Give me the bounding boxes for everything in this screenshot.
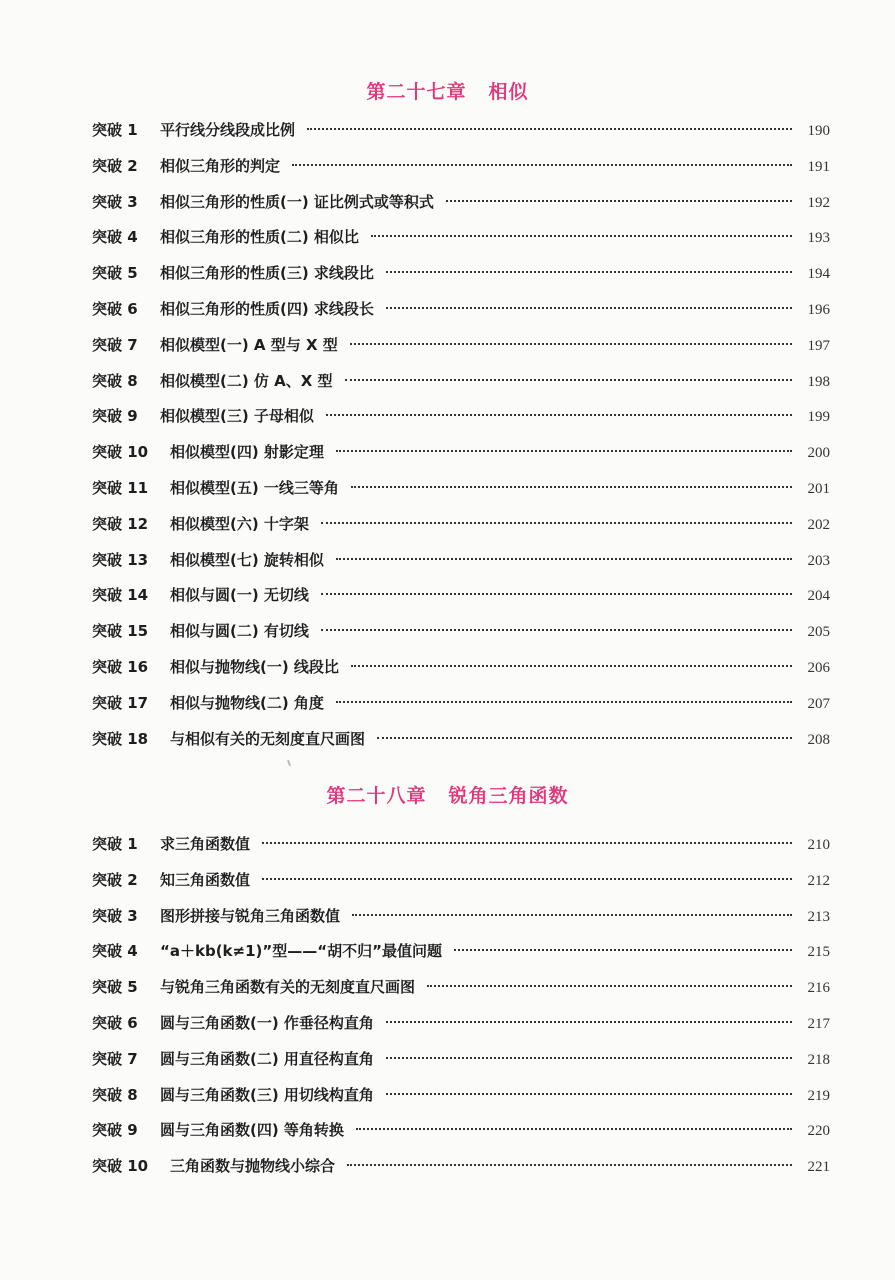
entry-label: 突破 18	[92, 729, 149, 748]
entry-page-number: 198	[807, 373, 830, 390]
toc-entry[interactable]	[92, 650, 830, 686]
toc-entry[interactable]	[92, 614, 830, 650]
toc-entry[interactable]	[92, 364, 830, 400]
entry-label: 突破 2	[92, 870, 138, 889]
entry-title: 相似三角形的性质(二) 相似比	[160, 228, 359, 247]
entry-label: 突破 11	[92, 478, 149, 497]
entry-label: 突破 14	[92, 586, 149, 605]
entry-label: 突破 4	[92, 942, 138, 961]
entry-title: 相似与抛物线(一) 线段比	[170, 657, 339, 676]
entry-label: 突破 6	[92, 299, 138, 318]
toc-entry[interactable]	[92, 578, 830, 614]
dot-leader	[321, 593, 792, 595]
entry-page-number: 217	[807, 1015, 830, 1032]
entry-label: 突破 9	[92, 407, 138, 426]
entry-title: 相似与圆(二) 有切线	[170, 622, 309, 641]
entry-label: 突破 5	[92, 264, 138, 283]
entry-label: 突破 9	[92, 1121, 138, 1140]
dot-leader	[262, 878, 792, 880]
entry-page-number: 190	[807, 123, 830, 139]
dot-leader	[292, 164, 792, 166]
entry-page-number: 199	[807, 409, 830, 426]
entry-page-number: 201	[807, 480, 830, 497]
entry-label: 突破 1	[92, 121, 138, 139]
chapter-heading	[0, 781, 895, 808]
dot-leader	[350, 343, 792, 345]
entry-title: 相似模型(二) 仿 A、X 型	[160, 371, 333, 390]
entry-label: 突破 10	[92, 443, 149, 462]
entry-page-number: 203	[807, 552, 830, 569]
dot-leader	[356, 1128, 792, 1130]
entry-label: 突破 13	[92, 550, 149, 569]
toc-entry[interactable]	[92, 934, 830, 970]
toc-entry[interactable]	[92, 471, 830, 507]
toc-entry[interactable]	[92, 863, 830, 899]
entry-page-number: 218	[807, 1051, 830, 1068]
entry-page-number: 219	[807, 1087, 830, 1104]
entry-page-number: 202	[807, 516, 830, 533]
dot-leader	[386, 1021, 792, 1023]
entry-title: 圆与三角函数(三) 用切线构直角	[160, 1085, 374, 1104]
toc-entry[interactable]	[92, 686, 830, 722]
dot-leader	[336, 450, 792, 452]
dot-leader	[386, 271, 792, 273]
entry-title: 相似模型(六) 十字架	[170, 514, 309, 533]
entry-page-number: 216	[807, 980, 830, 997]
entry-title: 圆与三角函数(四) 等角转换	[160, 1121, 344, 1140]
entry-label: 突破 7	[92, 1049, 138, 1068]
toc-entry[interactable]	[92, 722, 830, 758]
toc-entry[interactable]	[92, 1113, 830, 1149]
toc-entry[interactable]	[92, 292, 830, 328]
dot-leader	[352, 914, 792, 916]
scan-mark	[287, 760, 291, 766]
entry-page-number: 196	[807, 301, 830, 318]
dot-leader	[386, 1057, 792, 1059]
dot-leader	[321, 522, 792, 524]
toc-entry[interactable]	[92, 113, 830, 149]
entry-title: 求三角函数值	[160, 835, 251, 853]
dot-leader	[321, 629, 792, 631]
entry-page-number: 197	[807, 337, 830, 354]
toc-entry[interactable]	[92, 827, 830, 863]
dot-leader	[351, 486, 792, 488]
dot-leader	[427, 985, 792, 987]
dot-leader	[351, 665, 792, 667]
entry-title: 相似三角形的性质(一) 证比例式或等积式	[160, 192, 434, 211]
chapter-number: 第二十八章	[326, 785, 427, 807]
dot-leader	[446, 200, 792, 202]
toc-entry[interactable]	[92, 1078, 830, 1114]
toc-list	[92, 827, 830, 1185]
entry-title: 相似模型(七) 旋转相似	[170, 550, 324, 569]
entry-title: “a＋kb(k≠1)”型——“胡不归”最值问题	[160, 942, 442, 961]
dot-leader	[336, 701, 792, 703]
dot-leader	[262, 842, 792, 844]
dot-leader	[307, 128, 792, 130]
entry-title: 相似三角形的性质(三) 求线段比	[160, 264, 374, 283]
dot-leader	[347, 1164, 792, 1166]
toc-entry[interactable]	[92, 220, 830, 256]
entry-page-number: 208	[807, 731, 830, 748]
entry-label: 突破 3	[92, 906, 138, 925]
entry-label: 突破 8	[92, 371, 138, 390]
toc-entry[interactable]	[92, 1149, 830, 1185]
entry-title: 相似与抛物线(二) 角度	[170, 693, 324, 712]
dot-leader	[326, 414, 792, 416]
entry-page-number: 220	[807, 1123, 830, 1140]
entry-page-number: 204	[807, 588, 830, 605]
toc-list	[92, 113, 830, 757]
entry-label: 突破 8	[92, 1085, 138, 1104]
dot-leader	[386, 1093, 792, 1095]
entry-title: 相似三角形的性质(四) 求线段长	[160, 299, 374, 318]
entry-label: 突破 17	[92, 693, 149, 712]
entry-label: 突破 10	[92, 1157, 149, 1176]
entry-page-number: 193	[807, 230, 830, 247]
dot-leader	[454, 949, 792, 951]
entry-title: 相似模型(五) 一线三等角	[170, 478, 339, 497]
dot-leader	[336, 558, 792, 560]
entry-page-number: 205	[807, 624, 830, 641]
entry-page-number: 221	[807, 1159, 830, 1176]
entry-title: 三角函数与抛物线小综合	[170, 1157, 336, 1176]
entry-label: 突破 6	[92, 1013, 138, 1032]
entry-title: 圆与三角函数(一) 作垂径构直角	[160, 1013, 374, 1032]
toc-entry[interactable]	[92, 256, 830, 292]
entry-label: 突破 4	[92, 228, 138, 247]
entry-page-number: 213	[807, 908, 830, 925]
entry-label: 突破 7	[92, 335, 138, 354]
entry-page-number: 191	[807, 158, 830, 175]
dot-leader	[386, 307, 792, 309]
entry-label: 突破 16	[92, 657, 149, 676]
entry-label: 突破 2	[92, 156, 138, 175]
entry-label: 突破 3	[92, 192, 138, 211]
entry-title: 相似与圆(一) 无切线	[170, 586, 309, 605]
entry-title: 相似模型(四) 射影定理	[170, 443, 324, 462]
toc-entry[interactable]	[92, 543, 830, 579]
entry-label: 突破 12	[92, 514, 149, 533]
entry-label: 突破 15	[92, 622, 149, 641]
entry-page-number: 194	[807, 266, 830, 283]
entry-label: 突破 1	[92, 835, 138, 853]
entry-page-number: 210	[807, 837, 830, 853]
entry-title: 相似模型(三) 子母相似	[160, 407, 314, 426]
dot-leader	[371, 235, 792, 237]
entry-page-number: 212	[807, 872, 830, 889]
chapter-name: 锐角三角函数	[448, 785, 569, 807]
entry-title: 平行线分线段成比例	[160, 121, 296, 139]
entry-title: 知三角函数值	[160, 870, 251, 889]
toc-entry[interactable]	[92, 1042, 830, 1078]
dot-leader	[345, 379, 792, 381]
entry-page-number: 206	[807, 659, 830, 676]
entry-title: 相似三角形的判定	[160, 156, 281, 175]
toc-entry[interactable]	[92, 970, 830, 1006]
chapter-heading	[0, 77, 895, 104]
entry-label: 突破 5	[92, 978, 138, 997]
chapter-name: 相似	[488, 81, 529, 103]
entry-page-number: 215	[807, 944, 830, 961]
toc-entry[interactable]	[92, 899, 830, 935]
entry-title: 相似模型(一) A 型与 X 型	[160, 335, 338, 354]
toc-entry[interactable]	[92, 1006, 830, 1042]
dot-leader	[377, 737, 792, 739]
toc-entry[interactable]	[92, 507, 830, 543]
entry-title: 圆与三角函数(二) 用直径构直角	[160, 1049, 374, 1068]
entry-page-number: 200	[807, 445, 830, 462]
toc-entry[interactable]	[92, 435, 830, 471]
entry-page-number: 207	[807, 695, 830, 712]
entry-title: 图形拼接与锐角三角函数值	[160, 906, 341, 925]
toc-entry[interactable]	[92, 149, 830, 185]
entry-title: 与相似有关的无刻度直尺画图	[170, 729, 366, 748]
chapter-number: 第二十七章	[366, 81, 467, 103]
toc-entry[interactable]	[92, 328, 830, 364]
toc-entry[interactable]	[92, 185, 830, 221]
toc-entry[interactable]	[92, 399, 830, 435]
entry-title: 与锐角三角函数有关的无刻度直尺画图	[160, 978, 416, 997]
entry-page-number: 192	[807, 194, 830, 211]
